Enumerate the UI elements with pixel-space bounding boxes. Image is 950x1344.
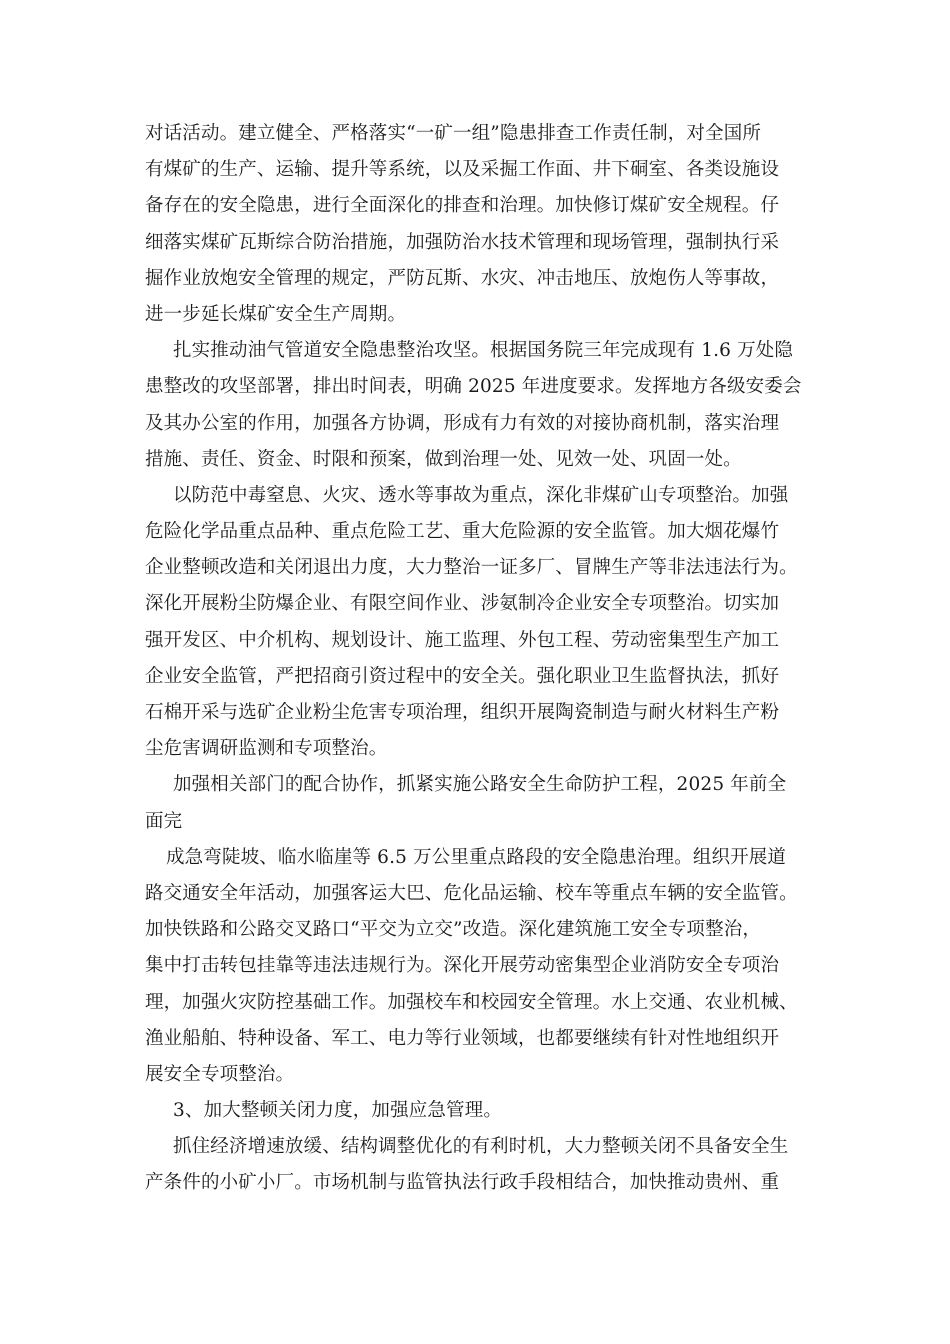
text-line: 渔业船舶、特种设备、军工、电力等行业领域，也都要继续有针对性地组织开 <box>145 1027 780 1049</box>
text-line: 石棉开采与选矿企业粉尘危害专项治理，组织开展陶瓷制造与耐火材料生产粉 <box>145 702 780 723</box>
paragraph-start-line: 抓住经济增速放缓、结构调整优化的有利时机，大力整顿关闭不具备安全生 <box>173 1136 789 1158</box>
text-line: 及其办公室的作用，加强各方协调，形成有力有效的对接协商机制，落实治理 <box>145 412 780 434</box>
text-line: 面完 <box>145 810 183 832</box>
paragraph-start-line: 扎实推动油气管道安全隐患整治攻坚。根据国务院三年完成现有 1.6 万处隐 <box>173 340 794 362</box>
text-line: 危险化学品重点品种、重点危险工艺、重大危险源的安全监管。加大烟花爆竹 <box>145 521 780 543</box>
text-line: 进一步延长煤矿安全生产周期。 <box>145 303 407 325</box>
document-body <box>145 116 805 1202</box>
text-line: 集中打击转包挂靠等违法违规行为。深化开展劳动密集型企业消防安全专项治 <box>145 955 780 977</box>
text-line: 企业安全监管，严把招商引资过程中的安全关。强化职业卫生监督执法，抓好 <box>145 665 780 687</box>
text-line: 展安全专项整治。 <box>145 1063 295 1085</box>
text-line: 深化开展粉尘防爆企业、有限空间作业、涉氨制冷企业安全专项整治。切实加 <box>145 593 780 615</box>
text-line: 产条件的小矿小厂。市场机制与监管执法行政手段相结合，加快推动贵州、重 <box>145 1172 780 1194</box>
text-line: 加快铁路和公路交叉路口“平交为立交”改造。深化建筑施工安全专项整治， <box>145 919 762 941</box>
paragraph-start-line: 加强相关部门的配合协作，抓紧实施公路安全生命防护工程，2025 年前全 <box>173 774 787 796</box>
text-line: 有煤矿的生产、运输、提升等系统，以及采掘工作面、井下硐室、各类设施设 <box>145 159 780 181</box>
text-line: 患整改的攻坚部署，排出时间表，明确 2025 年进度要求。发挥地方各级安委会 <box>145 376 802 398</box>
text-line: 路交通安全年活动，加强客运大巴、危化品运输、校车等重点车辆的安全监管。 <box>145 882 798 904</box>
text-line: 对话活动。建立健全、严格落实“一矿一组”隐患排查工作责任制，对全国所 <box>145 123 762 144</box>
paragraph-start-line: 以防范中毒窒息、火灾、透水等事故为重点，深化非煤矿山专项整治。加强 <box>173 484 789 506</box>
text-line: 尘危害调研监测和专项整治。 <box>145 738 388 760</box>
text-line: 掘作业放炮安全管理的规定，严防瓦斯、水灾、冲击地压、放炮伤人等事故， <box>145 267 780 289</box>
text-line: 强开发区、中介机构、规划设计、施工监理、外包工程、劳动密集型生产加工 <box>145 629 780 651</box>
text-line: 备存在的安全隐患，进行全面深化的排查和治理。加快修订煤矿安全规程。仔 <box>145 195 780 217</box>
section-heading: 3、加大整顿关闭力度，加强应急管理。 <box>173 1100 502 1122</box>
text-line: 理，加强火灾防控基础工作。加强校车和校园安全管理。水上交通、农业机械、 <box>145 991 798 1013</box>
text-line: 成急弯陡坡、临水临崖等 6.5 万公里重点路段的安全隐患治理。组织开展道 <box>166 846 787 868</box>
text-line: 企业整顿改造和关闭退出力度，大力整治一证多厂、冒牌生产等非法违法行为。 <box>145 557 798 579</box>
text-line: 措施、责任、资金、时限和预案，做到治理一处、见效一处、巩固一处。 <box>145 448 742 470</box>
text-line: 细落实煤矿瓦斯综合防治措施，加强防治水技术管理和现场管理，强制执行采 <box>145 231 780 253</box>
